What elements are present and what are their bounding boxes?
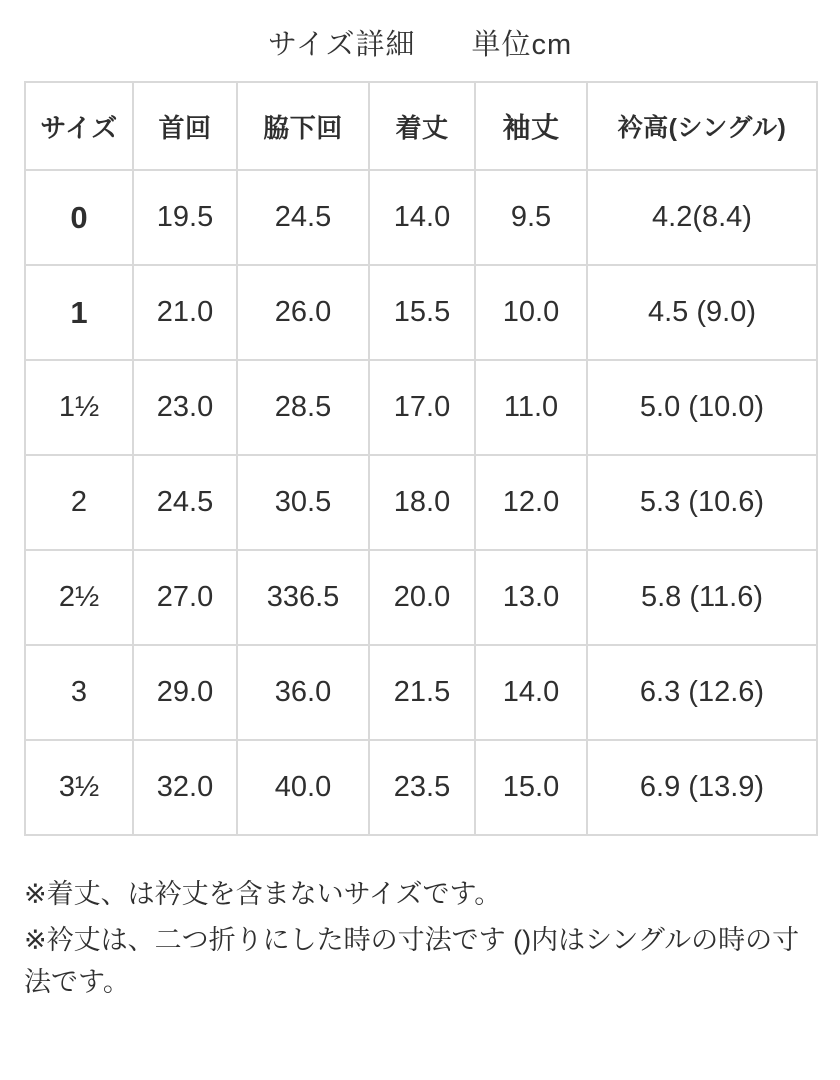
table-header-row [25, 82, 817, 170]
cell-neck: 23.0 [133, 360, 237, 455]
column-header-sleeve: 袖丈 [475, 82, 587, 170]
column-header-chest: 脇下回 [237, 82, 369, 170]
cell-size: 2 [25, 455, 133, 550]
cell-collar: 5.3 (10.6) [587, 455, 817, 550]
cell-length: 21.5 [369, 645, 475, 740]
unit-text: 単位cm [471, 29, 573, 61]
column-header-size: サイズ [25, 82, 133, 170]
column-header-neck: 首回 [133, 82, 237, 170]
cell-collar: 4.5 (9.0) [587, 265, 817, 360]
table-row [25, 360, 817, 455]
cell-sleeve: 10.0 [475, 265, 587, 360]
table-header [25, 82, 817, 170]
table-row [25, 740, 817, 835]
column-header-length: 着丈 [369, 82, 475, 170]
table-row [25, 645, 817, 740]
cell-length: 18.0 [369, 455, 475, 550]
cell-chest: 336.5 [237, 550, 369, 645]
cell-collar: 5.8 (11.6) [587, 550, 817, 645]
cell-neck: 27.0 [133, 550, 237, 645]
cell-chest: 40.0 [237, 740, 369, 835]
cell-length: 14.0 [369, 170, 475, 265]
cell-size: 3½ [25, 740, 133, 835]
cell-neck: 19.5 [133, 170, 237, 265]
cell-collar: 6.9 (13.9) [587, 740, 817, 835]
cell-size: 2½ [25, 550, 133, 645]
cell-chest: 28.5 [237, 360, 369, 455]
size-table [24, 81, 818, 836]
title-text: サイズ詳細 [267, 29, 416, 61]
size-table-container [24, 81, 816, 836]
page-title [0, 0, 840, 63]
cell-collar: 6.3 (12.6) [587, 645, 817, 740]
notes-section [24, 874, 816, 1004]
cell-neck: 21.0 [133, 265, 237, 360]
cell-neck: 24.5 [133, 455, 237, 550]
cell-size: 0 [25, 170, 133, 265]
table-body [25, 170, 817, 835]
cell-sleeve: 15.0 [475, 740, 587, 835]
cell-length: 15.5 [369, 265, 475, 360]
cell-chest: 26.0 [237, 265, 369, 360]
column-header-collar: 衿高(シングル) [587, 82, 817, 170]
table-row [25, 265, 817, 360]
cell-size: 1 [25, 265, 133, 360]
cell-sleeve: 9.5 [475, 170, 587, 265]
cell-sleeve: 12.0 [475, 455, 587, 550]
cell-length: 20.0 [369, 550, 475, 645]
table-row [25, 455, 817, 550]
cell-size: 3 [25, 645, 133, 740]
cell-chest: 24.5 [237, 170, 369, 265]
cell-collar: 4.2(8.4) [587, 170, 817, 265]
cell-chest: 36.0 [237, 645, 369, 740]
cell-sleeve: 13.0 [475, 550, 587, 645]
cell-size: 1½ [25, 360, 133, 455]
cell-neck: 29.0 [133, 645, 237, 740]
cell-chest: 30.5 [237, 455, 369, 550]
cell-length: 23.5 [369, 740, 475, 835]
note-line-2: ※衿丈は、二つ折りにした時の寸法です ()内はシングルの時の寸法です。 [24, 924, 800, 997]
cell-neck: 32.0 [133, 740, 237, 835]
table-row [25, 170, 817, 265]
cell-sleeve: 14.0 [475, 645, 587, 740]
cell-sleeve: 11.0 [475, 360, 587, 455]
note-line-1: ※着丈、は衿丈を含まないサイズです。 [24, 879, 502, 909]
cell-length: 17.0 [369, 360, 475, 455]
cell-collar: 5.0 (10.0) [587, 360, 817, 455]
table-row [25, 550, 817, 645]
